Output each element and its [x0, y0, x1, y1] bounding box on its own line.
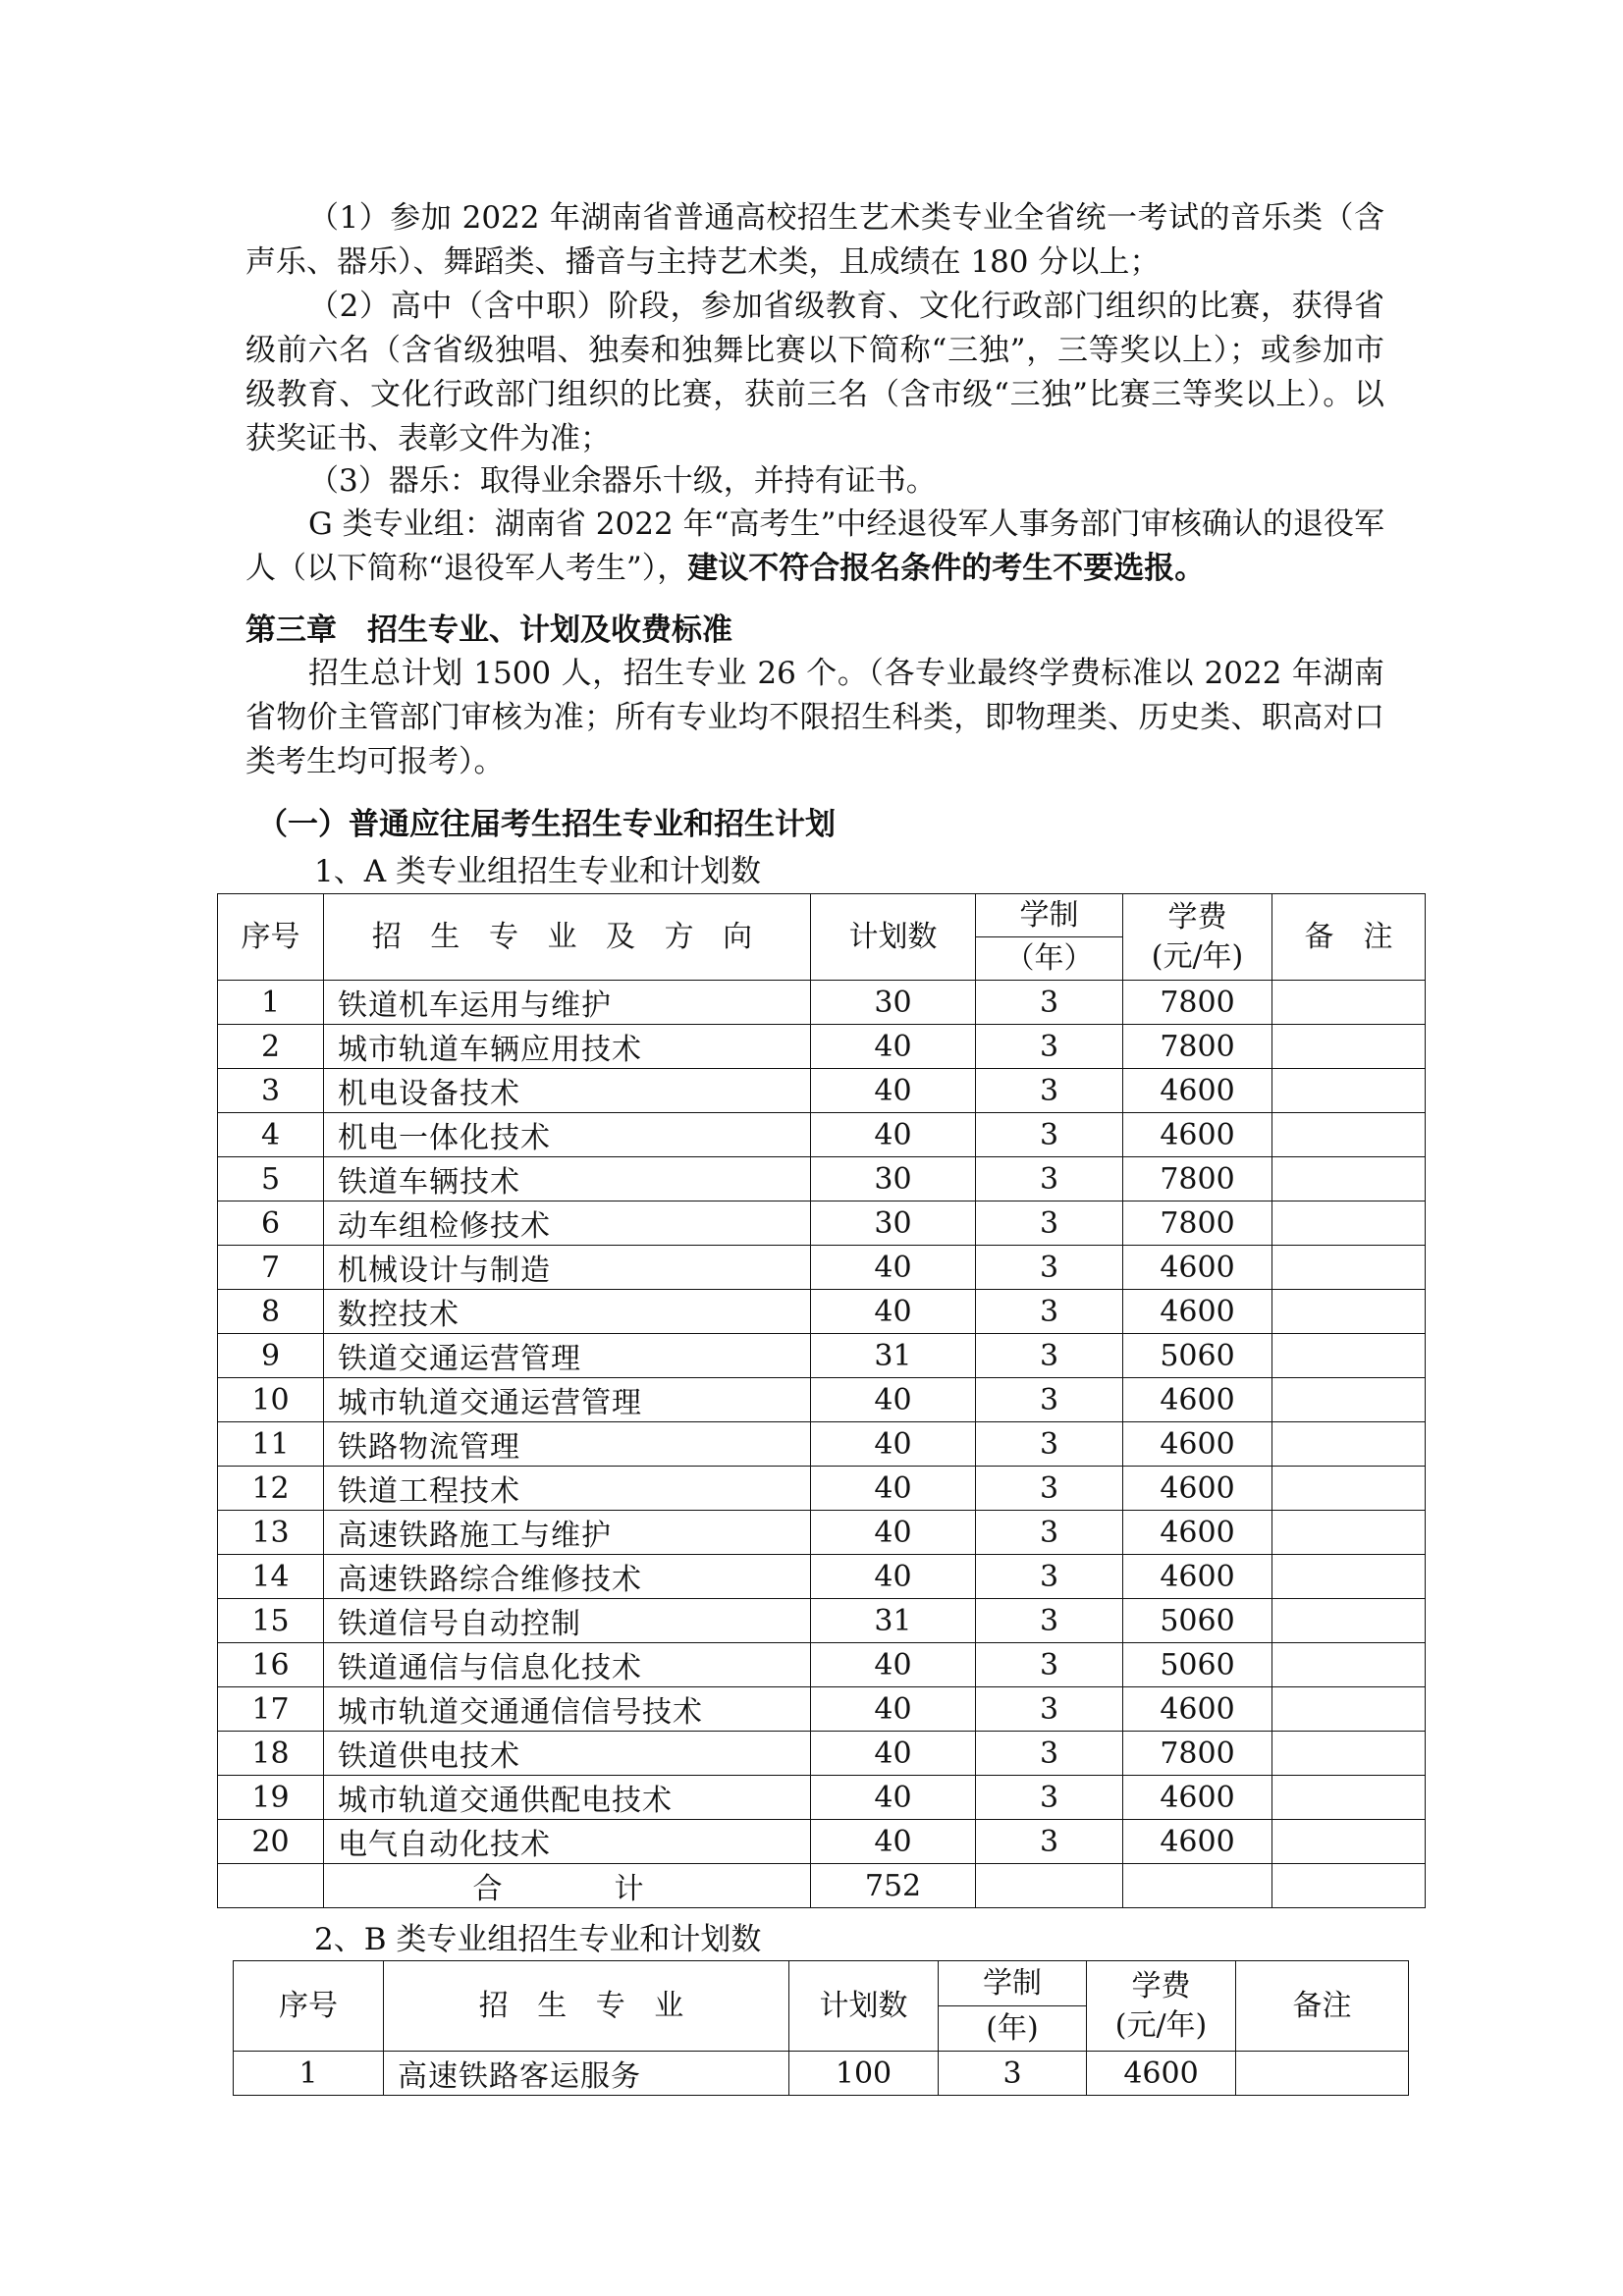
cell-fee: 5060 — [1123, 1643, 1272, 1687]
cell-no: 4 — [218, 1113, 324, 1157]
cell-plan: 40 — [811, 1511, 976, 1555]
cell-note — [1272, 1157, 1426, 1201]
total-fee-cell — [1123, 1864, 1272, 1908]
header-index: 序号 — [218, 894, 324, 981]
table-row — [218, 1687, 1426, 1732]
cell-note — [1272, 1599, 1426, 1643]
table-row — [218, 1290, 1426, 1334]
cell-plan: 31 — [811, 1334, 976, 1378]
cell-plan: 40 — [811, 1290, 976, 1334]
table-row — [218, 981, 1426, 1025]
b-header-remarks: 备注 — [1236, 1961, 1409, 2052]
cell-note — [1272, 1687, 1426, 1732]
header-years-unit: （年） — [976, 937, 1123, 981]
table-b-body — [234, 2052, 1409, 2096]
cell-fee: 4600 — [1123, 1422, 1272, 1467]
cell-years: 3 — [976, 1555, 1123, 1599]
cell-major: 高速铁路综合维修技术 — [324, 1555, 811, 1599]
cell-note — [1272, 1820, 1426, 1864]
b-header-plan: 计划数 — [789, 1961, 939, 2052]
cell-note — [1272, 1334, 1426, 1378]
total-label: 合 计 — [324, 1864, 811, 1908]
cell-years: 3 — [976, 1157, 1123, 1201]
table-row — [218, 1643, 1426, 1687]
cell-no: 11 — [218, 1422, 324, 1467]
cell-no: 2 — [218, 1025, 324, 1069]
section-title: （一）普通应往届考生招生专业和招生计划 — [257, 807, 836, 842]
table-row — [218, 1201, 1426, 1246]
cell-fee: 4600 — [1123, 1511, 1272, 1555]
cell-note — [1272, 1069, 1426, 1113]
cell-no: 8 — [218, 1290, 324, 1334]
cell-plan: 30 — [811, 1157, 976, 1201]
cell-note — [1272, 1025, 1426, 1069]
cell-years: 3 — [976, 1687, 1123, 1732]
header-years: 学制 — [976, 894, 1123, 937]
cell-plan: 40 — [811, 1555, 976, 1599]
cell-years: 3 — [976, 1378, 1123, 1422]
paragraph-group-g — [245, 503, 1384, 591]
cell-fee: 4600 — [1123, 1069, 1272, 1113]
cell-major: 铁路物流管理 — [324, 1422, 811, 1467]
cell-fee: 4600 — [1123, 1467, 1272, 1511]
cell-no: 6 — [218, 1201, 324, 1246]
cell-years: 3 — [976, 1069, 1123, 1113]
cell-major: 城市轨道交通供配电技术 — [324, 1776, 811, 1820]
cell-note — [1272, 1422, 1426, 1467]
cell-major: 城市轨道交通通信信号技术 — [324, 1687, 811, 1732]
cell-no: 5 — [218, 1157, 324, 1201]
cell-major: 城市轨道交通运营管理 — [324, 1378, 811, 1422]
header-remarks: 备 注 — [1272, 894, 1426, 981]
cell-plan: 40 — [811, 1467, 976, 1511]
cell-plan: 30 — [811, 981, 976, 1025]
cell-years: 3 — [976, 1334, 1123, 1378]
cell-no: 7 — [218, 1246, 324, 1290]
cell-fee: 4600 — [1123, 1776, 1272, 1820]
cell-note — [1272, 1776, 1426, 1820]
cell-years: 3 — [976, 1820, 1123, 1864]
cell-years: 3 — [976, 1776, 1123, 1820]
paragraph-item-1: （1）参加 2022 年湖南省普通高校招生艺术类专业全省统一考试的音乐类（含声乐、器乐）、舞蹈类、播音与主持艺术类，且成绩在 180 分以上； — [245, 200, 1384, 280]
cell-fee: 4600 — [1123, 1378, 1272, 1422]
cell-plan: 40 — [811, 1246, 976, 1290]
cell-no: 9 — [218, 1334, 324, 1378]
cell-note — [1272, 1113, 1426, 1157]
cell-fee: 7800 — [1123, 981, 1272, 1025]
cell-plan: 100 — [789, 2052, 939, 2096]
cell-no: 18 — [218, 1732, 324, 1776]
cell-years: 3 — [976, 1422, 1123, 1467]
cell-no: 3 — [218, 1069, 324, 1113]
group-g-warning: 建议不符合报名条件的考生不要选报。 — [687, 551, 1206, 586]
total-years-cell — [976, 1864, 1123, 1908]
cell-major: 城市轨道车辆应用技术 — [324, 1025, 811, 1069]
cell-note — [1272, 1467, 1426, 1511]
table-row — [234, 2052, 1409, 2096]
table-row — [218, 1113, 1426, 1157]
table-a-body — [218, 981, 1426, 1864]
cell-no: 14 — [218, 1555, 324, 1599]
cell-major: 数控技术 — [324, 1290, 811, 1334]
cell-no: 16 — [218, 1643, 324, 1687]
b-header-years: 学制 — [939, 1961, 1087, 2006]
cell-note — [1272, 1511, 1426, 1555]
cell-major: 电气自动化技术 — [324, 1820, 811, 1864]
table-b — [233, 1960, 1409, 2096]
cell-note — [1272, 981, 1426, 1025]
cell-plan: 40 — [811, 1687, 976, 1732]
cell-major: 铁道交通运营管理 — [324, 1334, 811, 1378]
b-header-years-unit: (年) — [939, 2006, 1087, 2052]
chapter-summary: 招生总计划 1500 人，招生专业 26 个。（各专业最终学费标准以 2022 年湖南省物价主管部门审核为准；所有专业均不限招生科类，即物理类、历史类、职高对口类考生均可报考）。 — [245, 656, 1384, 779]
cell-fee: 7800 — [1123, 1201, 1272, 1246]
cell-fee: 7800 — [1123, 1732, 1272, 1776]
cell-major: 机械设计与制造 — [324, 1246, 811, 1290]
cell-years: 3 — [976, 1246, 1123, 1290]
cell-fee: 5060 — [1123, 1599, 1272, 1643]
cell-no: 1 — [234, 2052, 384, 2096]
cell-plan: 40 — [811, 1378, 976, 1422]
cell-fee: 4600 — [1123, 1687, 1272, 1732]
header-plan: 计划数 — [811, 894, 976, 981]
cell-plan: 31 — [811, 1599, 976, 1643]
header-fee-top: 学费 — [1167, 899, 1227, 934]
cell-major: 铁道通信与信息化技术 — [324, 1643, 811, 1687]
cell-major: 铁道信号自动控制 — [324, 1599, 811, 1643]
b-header-fee — [1087, 1961, 1236, 2052]
table-a — [217, 893, 1426, 1908]
cell-years: 3 — [976, 1732, 1123, 1776]
cell-note — [1272, 1378, 1426, 1422]
cell-fee: 4600 — [1087, 2052, 1236, 2096]
cell-major: 铁道机车运用与维护 — [324, 981, 811, 1025]
cell-major: 铁道供电技术 — [324, 1732, 811, 1776]
cell-major: 高速铁路施工与维护 — [324, 1511, 811, 1555]
cell-years: 3 — [976, 1025, 1123, 1069]
cell-years: 3 — [976, 1113, 1123, 1157]
cell-plan: 40 — [811, 1025, 976, 1069]
table-row — [218, 1246, 1426, 1290]
cell-fee: 4600 — [1123, 1555, 1272, 1599]
cell-note — [1272, 1732, 1426, 1776]
total-index-cell — [218, 1864, 324, 1908]
table-row — [218, 1069, 1426, 1113]
cell-no: 12 — [218, 1467, 324, 1511]
header-major: 招 生 专 业 及 方 向 — [324, 894, 811, 981]
b-header-fee-bottom: (元/年) — [1114, 2007, 1208, 2043]
header-fee — [1123, 894, 1272, 981]
cell-fee: 4600 — [1123, 1113, 1272, 1157]
cell-note — [1236, 2052, 1409, 2096]
table-row — [218, 1378, 1426, 1422]
cell-major: 铁道工程技术 — [324, 1467, 811, 1511]
cell-fee: 7800 — [1123, 1157, 1272, 1201]
b-header-index: 序号 — [234, 1961, 384, 2052]
cell-fee: 4600 — [1123, 1820, 1272, 1864]
b-header-major: 招 生 专 业 — [384, 1961, 789, 2052]
table-row — [218, 1334, 1426, 1378]
cell-note — [1272, 1246, 1426, 1290]
cell-major: 铁道车辆技术 — [324, 1157, 811, 1201]
cell-note — [1272, 1555, 1426, 1599]
cell-years: 3 — [939, 2052, 1087, 2096]
cell-fee: 5060 — [1123, 1334, 1272, 1378]
cell-years: 3 — [976, 1643, 1123, 1687]
cell-no: 10 — [218, 1378, 324, 1422]
cell-years: 3 — [976, 1467, 1123, 1511]
cell-years: 3 — [976, 981, 1123, 1025]
cell-plan: 40 — [811, 1820, 976, 1864]
cell-plan: 40 — [811, 1422, 976, 1467]
cell-no: 17 — [218, 1687, 324, 1732]
paragraph-item-3: （3）器乐：取得业余器乐十级，并持有证书。 — [308, 463, 937, 499]
cell-no: 20 — [218, 1820, 324, 1864]
cell-years: 3 — [976, 1511, 1123, 1555]
cell-no: 19 — [218, 1776, 324, 1820]
cell-plan: 30 — [811, 1201, 976, 1246]
cell-no: 1 — [218, 981, 324, 1025]
cell-years: 3 — [976, 1599, 1123, 1643]
table-row — [218, 1157, 1426, 1201]
cell-major: 机电一体化技术 — [324, 1113, 811, 1157]
cell-plan: 40 — [811, 1776, 976, 1820]
cell-fee: 7800 — [1123, 1025, 1272, 1069]
cell-note — [1272, 1290, 1426, 1334]
cell-major: 机电设备技术 — [324, 1069, 811, 1113]
cell-plan: 40 — [811, 1069, 976, 1113]
table-row — [218, 1555, 1426, 1599]
cell-note — [1272, 1643, 1426, 1687]
table-row — [218, 1776, 1426, 1820]
table-row — [218, 1025, 1426, 1069]
table-b-caption: 2、B 类专业组招生专业和计划数 — [314, 1922, 762, 1957]
table-a-caption: 1、A 类专业组招生专业和计划数 — [314, 854, 761, 889]
cell-plan: 40 — [811, 1113, 976, 1157]
cell-major: 高速铁路客运服务 — [384, 2052, 789, 2096]
cell-plan: 40 — [811, 1732, 976, 1776]
header-fee-bottom: (元/年) — [1151, 938, 1244, 974]
table-row — [218, 1422, 1426, 1467]
total-plan: 752 — [811, 1864, 976, 1908]
cell-years: 3 — [976, 1290, 1123, 1334]
cell-no: 13 — [218, 1511, 324, 1555]
cell-plan: 40 — [811, 1643, 976, 1687]
cell-no: 15 — [218, 1599, 324, 1643]
chapter-title: 第三章 招生专业、计划及收费标准 — [245, 613, 732, 648]
cell-note — [1272, 1201, 1426, 1246]
table-row — [218, 1820, 1426, 1864]
total-remarks-cell — [1272, 1864, 1426, 1908]
table-row — [218, 1511, 1426, 1555]
paragraph-item-2: （2）高中（含中职）阶段，参加省级教育、文化行政部门组织的比赛，获得省级前六名（含省级独唱、独奏和独舞比赛以下简称“三独”，三等奖以上）；或参加市级教育、文化行政部门组织的比赛，获前三名（含市级“三独”比赛三等奖以上）。以获奖证书、表彰文件为准； — [245, 289, 1384, 456]
b-header-fee-top: 学费 — [1131, 1968, 1191, 2003]
cell-fee: 4600 — [1123, 1290, 1272, 1334]
table-row — [218, 1732, 1426, 1776]
cell-major: 动车组检修技术 — [324, 1201, 811, 1246]
cell-fee: 4600 — [1123, 1246, 1272, 1290]
group-g-text: G 类专业组：湖南省 2022 年“高考生”中经退役军人事务部门审核确认的退役军人（以下简称“退役军人考生”）， — [245, 507, 1384, 586]
table-row — [218, 1467, 1426, 1511]
table-row — [218, 1599, 1426, 1643]
cell-years: 3 — [976, 1201, 1123, 1246]
